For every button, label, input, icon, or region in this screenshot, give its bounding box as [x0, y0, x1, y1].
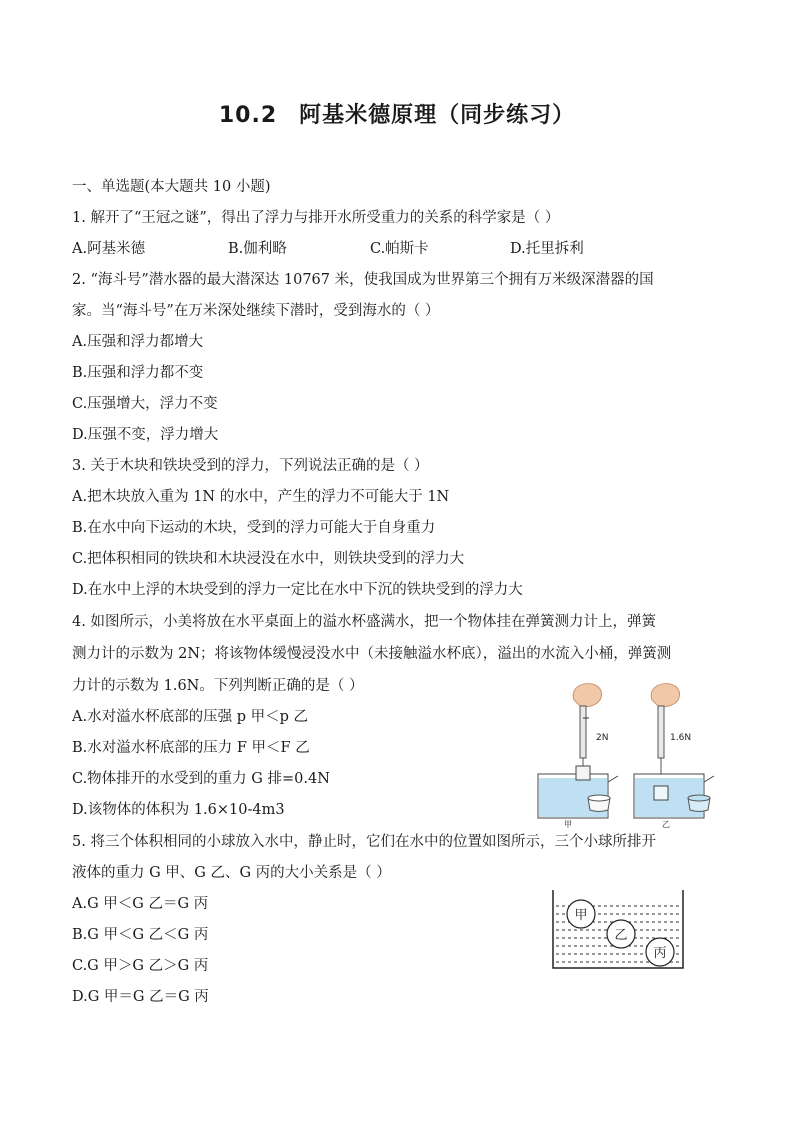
left-setup	[538, 684, 618, 829]
q5-option-c[interactable]: C.G 甲＞G 乙＞G 丙	[72, 958, 209, 974]
q1-option-b[interactable]: B.伽利略	[228, 241, 287, 257]
question-2-stem-line-1: 2. “海斗号”潜水器的最大潜深达 10767 米，使我国成为世界第三个拥有万米级深潜器的国	[72, 272, 654, 288]
q2-option-c[interactable]: C.压强增大，浮力不变	[72, 396, 218, 412]
section-header: 一、单选题(本大题共 10 小题)	[72, 179, 271, 195]
q4-option-a[interactable]: A.水对溢水杯底部的压强 p 甲＜p 乙	[72, 709, 308, 725]
right-scale-reading: 1.6N	[670, 733, 692, 743]
right-hand-icon	[651, 684, 679, 707]
title-number: 10.2	[218, 103, 278, 128]
q3-option-b[interactable]: B.在水中向下运动的木块，受到的浮力可能大于自身重力	[72, 520, 436, 536]
q1-option-d[interactable]: D.托里拆利	[510, 241, 584, 257]
q4-option-b[interactable]: B.水对溢水杯底部的压力 F 甲＜F 乙	[72, 740, 310, 756]
q5-balls-in-water-figure	[550, 888, 690, 972]
left-hand-icon	[573, 684, 601, 707]
q4-option-c[interactable]: C.物体排开的水受到的重力 G 排=0.4N	[72, 771, 330, 787]
ball-bing-label: 丙	[653, 946, 667, 961]
q4-option-d[interactable]: D.该物体的体积为 1.6×10-4m3	[72, 802, 285, 818]
right-object-icon	[654, 786, 668, 800]
right-spring-scale-icon	[658, 706, 664, 758]
q1-option-c[interactable]: C.帕斯卡	[370, 241, 429, 257]
left-object-icon	[576, 766, 590, 780]
q2-option-a[interactable]: A.压强和浮力都增大	[72, 334, 204, 350]
question-3-stem: 3. 关于木块和铁块受到的浮力，下列说法正确的是（ ）	[72, 458, 429, 474]
q2-option-b[interactable]: B.压强和浮力都不变	[72, 365, 204, 381]
q2-option-d[interactable]: D.压强不变，浮力增大	[72, 427, 219, 443]
left-scale-reading: 2N	[596, 733, 609, 743]
question-1-stem: 1. 解开了“王冠之谜”，得出了浮力与排开水所受重力的关系的科学家是（ ）	[72, 210, 560, 226]
ball-jia-label: 甲	[574, 908, 588, 923]
q5-option-a[interactable]: A.G 甲＜G 乙＝G 丙	[72, 896, 209, 912]
q1-option-a[interactable]: A.阿基米德	[72, 241, 146, 257]
q5-option-d[interactable]: D.G 甲＝G 乙＝G 丙	[72, 989, 209, 1005]
q4-overflow-cup-figure	[530, 678, 730, 828]
question-5-stem-line-2: 液体的重力 G 甲、G 乙、G 丙的大小关系是（ ）	[72, 865, 391, 881]
question-2-stem-line-2: 家。当“海斗号”在万米深处继续下潜时，受到海水的（ ）	[72, 303, 440, 319]
ball-yi-label: 乙	[614, 928, 628, 943]
question-4-stem-line-3: 力计的示数为 1.6N。下列判断正确的是（ ）	[72, 678, 364, 694]
question-5-stem-line-1: 5. 将三个体积相同的小球放入水中，静止时，它们在水中的位置如图所示，三个小球所排开	[72, 834, 656, 850]
page-title	[0, 98, 794, 129]
left-spring-scale-icon	[580, 706, 586, 758]
right-setup	[634, 684, 714, 829]
title-text: 阿基米德原理（同步练习）	[299, 103, 576, 128]
question-1-options	[72, 239, 584, 259]
question-4-stem-line-1: 4. 如图所示，小美将放在水平桌面上的溢水杯盛满水，把一个物体挂在弹簧测力计上，弹簧	[72, 614, 656, 630]
q3-option-a[interactable]: A.把木块放入重为 1N 的水中，产生的浮力不可能大于 1N	[72, 489, 450, 505]
q3-option-d[interactable]: D.在水中上浮的木块受到的浮力一定比在水中下沉的铁块受到的浮力大	[72, 582, 523, 598]
q3-option-c[interactable]: C.把体积相同的铁块和木块浸没在水中，则铁块受到的浮力大	[72, 551, 465, 567]
left-label: 甲	[564, 820, 572, 829]
right-label: 乙	[662, 820, 670, 829]
question-4-stem-line-2: 测力计的示数为 2N；将该物体缓慢浸没水中（未接触溢水杯底），溢出的水流入小桶，弹簧测	[72, 646, 672, 662]
q5-option-b[interactable]: B.G 甲＜G 乙＜G 丙	[72, 927, 209, 943]
